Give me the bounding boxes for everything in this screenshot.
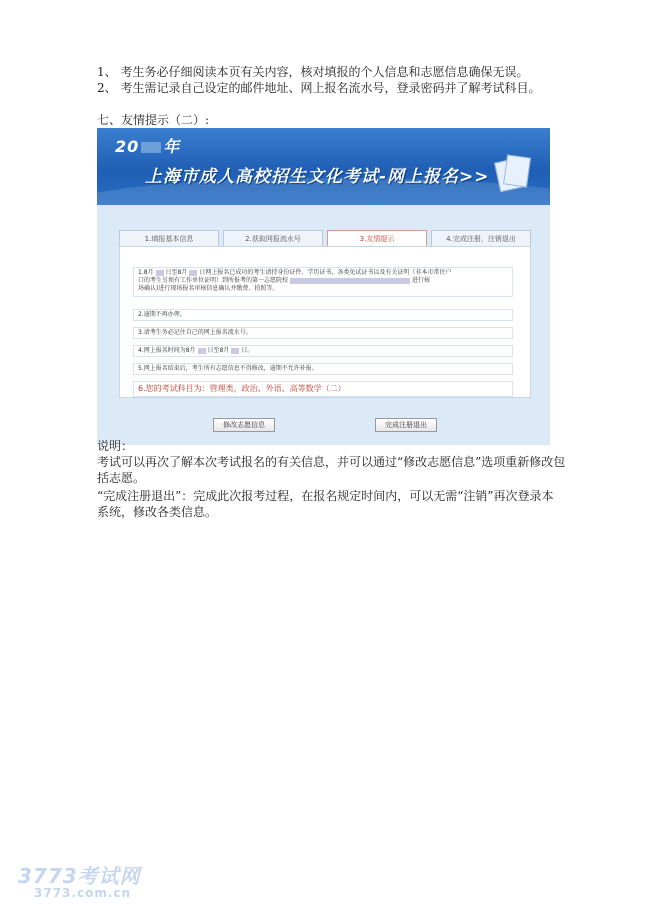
tip1-part-b: 日至8月 xyxy=(165,269,188,276)
modify-application-button[interactable]: 修改志愿信息 xyxy=(213,418,275,432)
registration-screenshot xyxy=(97,128,550,445)
redaction xyxy=(231,348,239,354)
tip4-part-a: 4.网上报名时间为8月 xyxy=(138,347,196,354)
tip1-part-c: 日网上报名已成功的考生请持身份证件、学历证书，各类免试证书以及有关证明（非本市常住户 xyxy=(199,269,452,276)
tip4-part-c: 日。 xyxy=(241,347,254,354)
tip4-part-b: 日至8月 xyxy=(207,347,230,354)
banner-year xyxy=(115,134,180,157)
tip1-part-e: 进行核 xyxy=(412,277,431,284)
tab-serial-number[interactable]: 2.获取网报流水号 xyxy=(223,230,323,246)
redaction xyxy=(290,278,410,284)
finish-registration-button[interactable]: 完成注册退出 xyxy=(375,418,437,432)
banner-title: 上海市成人高校招生文化考试-网上报名>> xyxy=(145,167,490,187)
redaction xyxy=(156,270,164,276)
year-suffix: 年 xyxy=(163,137,181,156)
tab-basic-info[interactable]: 1.填报基本信息 xyxy=(119,230,219,246)
tip-row-5: 5.网上报名结束后，考生所有志愿信息不得修改，逾期不允许补报。 xyxy=(133,363,513,375)
tip1-part-d: 口的考生另须有工作单位证明）到所报考的第一志愿院校 xyxy=(138,277,289,284)
site-banner xyxy=(97,128,550,205)
tab-friendly-tips[interactable]: 3.友情提示 xyxy=(327,230,427,246)
redaction xyxy=(189,270,197,276)
documents-icon xyxy=(497,154,531,190)
explanation-line-4: 系统，修改各类信息。 xyxy=(97,505,218,519)
watermark-logo: 3773考试网 xyxy=(18,864,141,888)
tips-box xyxy=(119,246,531,398)
explanation-line-1: 考试可以再次了解本次考试报名的有关信息，并可以通过“修改志愿信息”选项重新修改包 xyxy=(97,455,566,469)
year-redaction xyxy=(141,142,161,153)
watermark-url: 3773.com.cn xyxy=(34,886,132,900)
note-1: 1、 考生务必仔细阅读本页有关内容，核对填报的个人信息和志愿信息确保无误。 xyxy=(97,65,529,79)
section-heading: 七、友情提示（二）: xyxy=(97,113,210,127)
year-prefix: 20 xyxy=(115,137,140,156)
tip-row-1 xyxy=(133,267,513,297)
explanation-label: 说明： xyxy=(97,439,134,453)
tip1-part-a: 1.8月 xyxy=(138,269,154,276)
tip-row-3: 3.请考生务必记住自己的网上报名流水号。 xyxy=(133,327,513,339)
tip-row-2: 2.逾期不再办理。 xyxy=(133,309,513,321)
note-2: 2、 考生需记录自己设定的邮件地址、网上报名流水号，登录密码并了解考试科目。 xyxy=(97,81,541,95)
explanation-line-2: 括志愿。 xyxy=(97,471,146,485)
explanation-line-3: “完成注册退出”：完成此次报考过程，在报名规定时间内，可以无需“注销”再次登录本 xyxy=(97,489,554,503)
tab-finish-logout[interactable]: 4.完成注册，注销退出 xyxy=(431,230,531,246)
tip-row-4 xyxy=(133,345,513,357)
tip-row-6-subjects: 6.您的考试科目为：管理类，政治、外语、高等数学（二） xyxy=(133,381,513,397)
redaction xyxy=(198,348,206,354)
tip1-part-f: 场确认)进行现场报名审核信息确认并缴费、拍照等。 xyxy=(138,285,279,292)
